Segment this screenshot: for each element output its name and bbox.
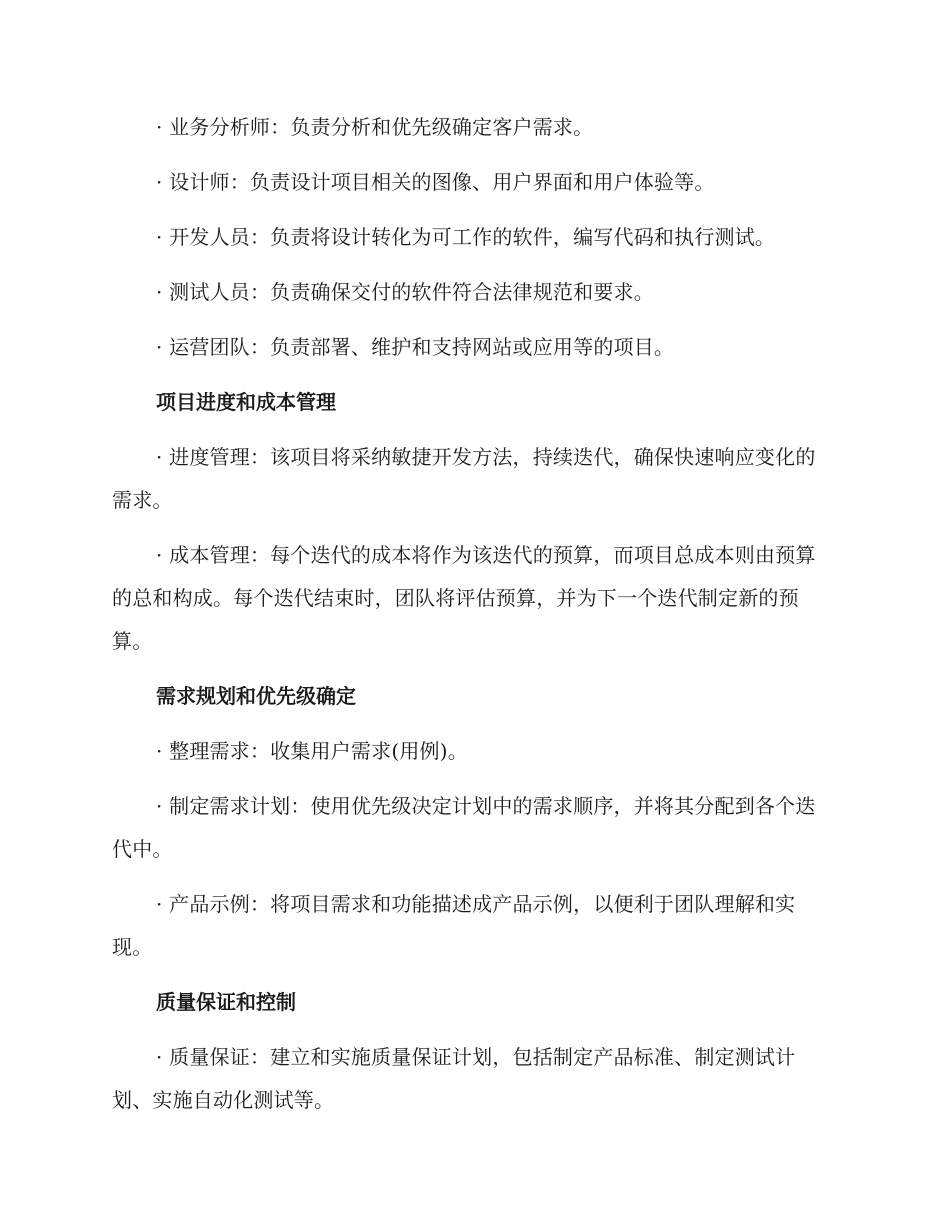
- bullet-schedule-management: · 进度管理：该项目将采纳敏捷开发方法，持续迭代，确保快速响应变化的需求。: [112, 445, 816, 512]
- section-heading-requirements: 需求规划和优先级确定: [156, 684, 356, 708]
- bullet-organize-requirements: · 整理需求：收集用户需求(用例)。: [156, 739, 468, 763]
- section-heading-quality: 质量保证和控制: [156, 990, 296, 1014]
- bullet-developer: · 开发人员：负责将设计转化为可工作的软件，编写代码和执行测试。: [156, 225, 776, 249]
- bullet-operations-team: · 运营团队：负责部署、维护和支持网站或应用等的项目。: [156, 335, 675, 359]
- bullet-requirements-plan: · 制定需求计划：使用优先级决定计划中的需求顺序，并将其分配到各个迭代中。: [112, 794, 816, 861]
- bullet-cost-management: · 成本管理：每个迭代的成本将作为该迭代的预算，而项目总成本则由预算的总和构成。每个迭代结束时，团队将评估预算，并为下一个迭代制定新的预算。: [112, 543, 816, 653]
- bullet-product-examples: · 产品示例：将项目需求和功能描述成产品示例，以便利于团队理解和实现。: [112, 892, 796, 959]
- bullet-quality-assurance: · 质量保证：建立和实施质量保证计划，包括制定产品标准、制定测试计划、实施自动化测试等。: [112, 1045, 796, 1112]
- document-body: [112, 106, 832, 1134]
- bullet-designer: · 设计师：负责设计项目相关的图像、用户界面和用户体验等。: [156, 170, 715, 194]
- bullet-business-analyst: · 业务分析师：负责分析和优先级确定客户需求。: [156, 115, 594, 139]
- section-heading-schedule-cost: 项目进度和成本管理: [156, 390, 336, 414]
- bullet-tester: · 测试人员：负责确保交付的软件符合法律规范和要求。: [156, 280, 654, 304]
